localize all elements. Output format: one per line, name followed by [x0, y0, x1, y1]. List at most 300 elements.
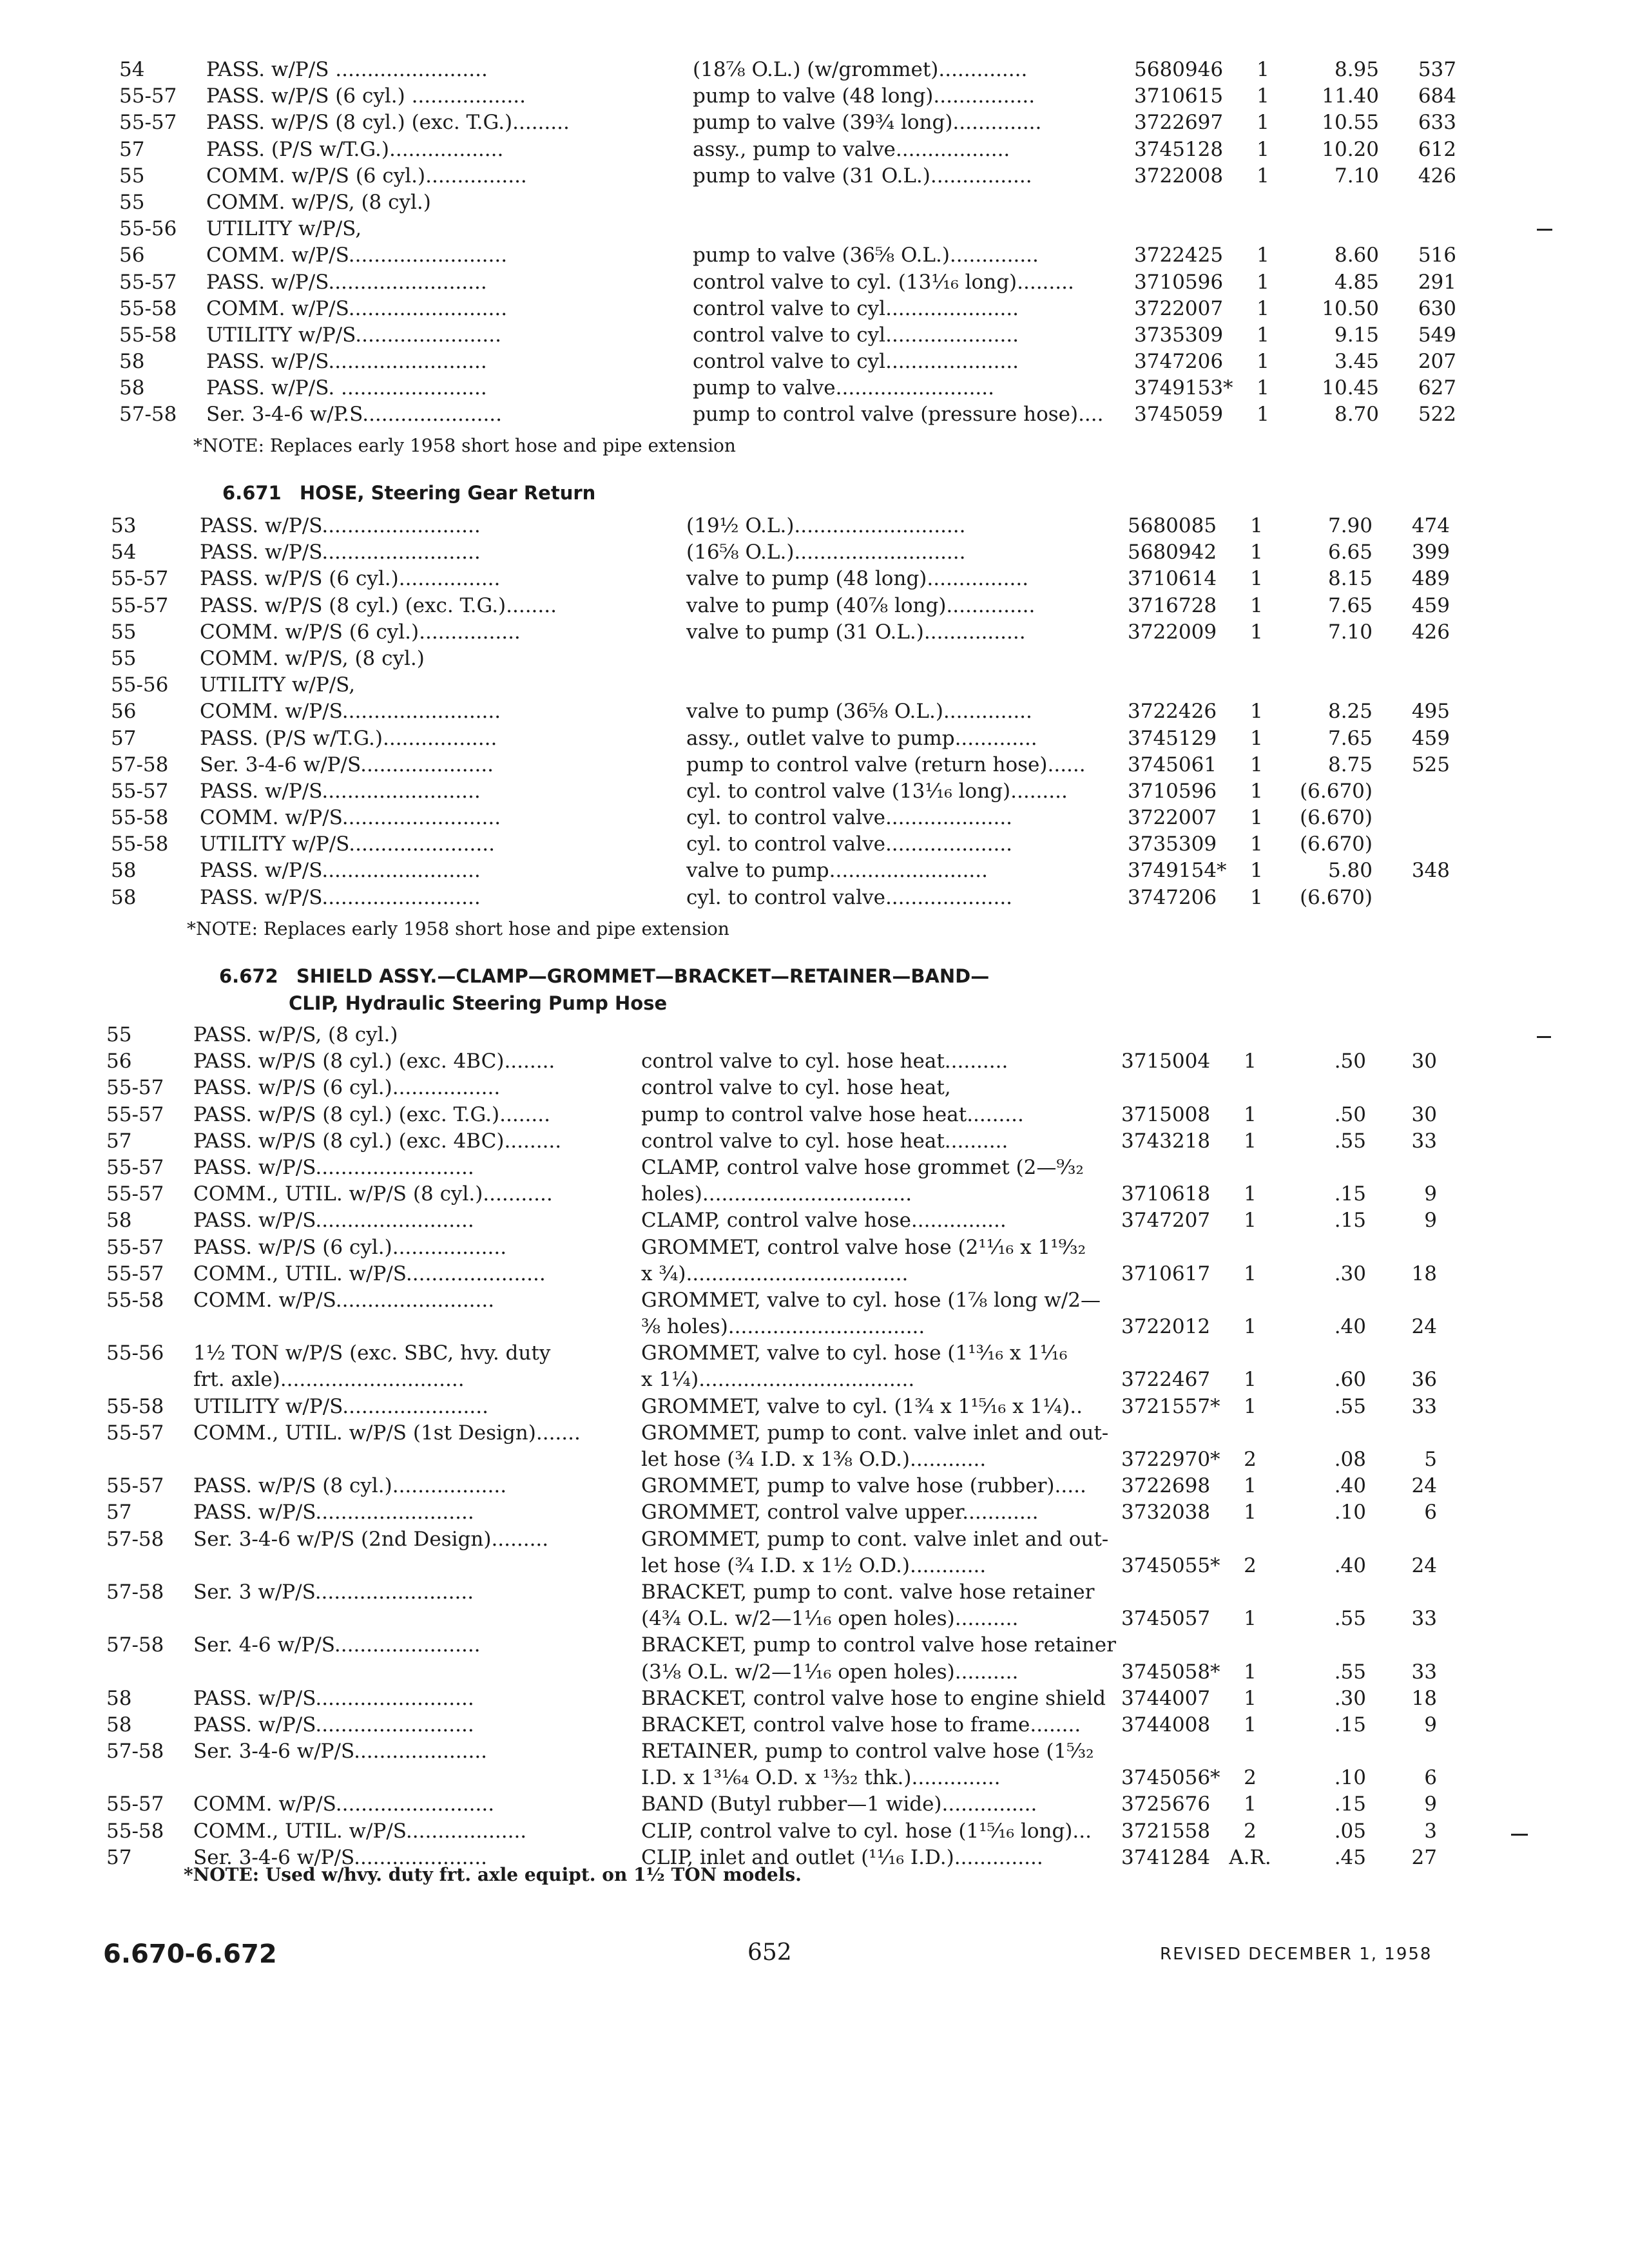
weight-cell: 9: [1424, 1792, 1437, 1816]
description-cell: let hose (¾ I.D. x 1½ O.D.)............: [641, 1553, 987, 1577]
price-cell: (6.670): [1300, 885, 1373, 909]
table-row: [0, 831, 1629, 858]
weight-cell: 627: [1418, 376, 1456, 400]
model-cell: PASS. w/P/S (6 cyl.).................: [193, 1076, 501, 1100]
description-cell: GROMMET, pump to cont. valve inlet and out-: [641, 1421, 1109, 1445]
model-cell: PASS. w/P/S.........................: [206, 350, 487, 374]
quantity-cell: A.R.: [1229, 1845, 1271, 1869]
description-cell: control valve to cyl.....................: [693, 350, 1019, 374]
part-number-cell: 3722012: [1121, 1315, 1211, 1339]
description-cell: GROMMET, valve to cyl. hose (1¹³⁄₁₆ x 1¹⁄₁₆: [641, 1341, 1068, 1365]
description-cell: control valve to cyl. (13¹⁄₁₆ long).........: [693, 270, 1074, 294]
year-cell: 55-58: [111, 832, 169, 856]
year-cell: 58: [119, 376, 145, 400]
year-cell: 55-58: [119, 296, 177, 320]
section-6671-note: [187, 915, 729, 943]
section-number: 6.671: [222, 482, 282, 504]
year-cell: 57-58: [106, 1580, 164, 1604]
price-cell: .50: [1334, 1102, 1366, 1126]
description-cell: pump to control valve hose heat.........: [641, 1102, 1024, 1126]
year-cell: 55-58: [111, 806, 169, 830]
weight-cell: 5: [1424, 1448, 1437, 1471]
part-number-cell: 3745129: [1128, 726, 1217, 750]
model-cell: COMM., UTIL. w/P/S...................: [193, 1819, 527, 1843]
weight-cell: 27: [1411, 1845, 1437, 1869]
description-cell: valve to pump (36⅝ O.L.)..............: [686, 700, 1032, 724]
part-number-cell: 3735309: [1134, 323, 1224, 347]
description-cell: cyl. to control valve....................: [686, 832, 1013, 856]
year-cell: 55-57: [106, 1474, 164, 1498]
note-text: *NOTE: Replaces early 1958 short hose and pipe extension: [187, 918, 729, 939]
model-cell: PASS. w/P/S (8 cyl.) (exc. T.G.).........: [206, 111, 570, 135]
description-cell: control valve to cyl. hose heat,: [641, 1076, 951, 1100]
price-cell: 8.15: [1327, 567, 1373, 591]
weight-cell: 459: [1411, 726, 1450, 750]
price-cell: .55: [1334, 1394, 1366, 1418]
weight-cell: 6: [1424, 1501, 1437, 1524]
part-number-cell: 3722467: [1121, 1368, 1211, 1392]
quantity-cell: 1: [1244, 1129, 1257, 1153]
model-cell: UTILITY w/P/S.......................: [193, 1394, 488, 1418]
part-number-cell: 3744008: [1121, 1713, 1211, 1736]
table-row: [0, 1791, 1629, 1818]
part-number-cell: 5680946: [1134, 58, 1224, 81]
section-6670-note: [193, 432, 736, 460]
part-number-cell: 3745055*: [1121, 1553, 1220, 1577]
page-number: 652: [747, 1939, 792, 1966]
description-cell: CLAMP, control valve hose...............: [641, 1209, 1007, 1233]
quantity-cell: 1: [1257, 164, 1269, 187]
weight-cell: 525: [1411, 753, 1450, 776]
price-cell: .15: [1334, 1713, 1366, 1736]
year-cell: 55-57: [106, 1262, 164, 1285]
quantity-cell: 1: [1257, 270, 1269, 294]
price-cell: .08: [1334, 1448, 1366, 1471]
price-cell: 8.60: [1334, 244, 1379, 267]
revised-date: REVISED DECEMBER 1, 1958: [1160, 1945, 1432, 1964]
part-number-cell: 3710617: [1121, 1262, 1211, 1285]
part-number-cell: 3722426: [1128, 700, 1217, 724]
price-cell: 7.65: [1327, 593, 1373, 617]
model-cell: PASS. (P/S w/T.G.)..................: [206, 137, 504, 161]
description-cell: control valve to cyl.....................: [693, 323, 1019, 347]
year-cell: 56: [106, 1050, 132, 1073]
table-row: [0, 1420, 1629, 1446]
table-row: [0, 805, 1629, 831]
section-title-line2: CLIP, Hydraulic Steering Pump Hose: [289, 992, 668, 1014]
description-cell: valve to pump (48 long)................: [686, 567, 1029, 591]
part-number-cell: 3745058*: [1121, 1660, 1220, 1684]
part-number-cell: 3745059: [1134, 403, 1224, 427]
quantity-cell: 1: [1257, 111, 1269, 135]
description-cell: cyl. to control valve (13¹⁄₁₆ long).........: [686, 779, 1068, 803]
year-cell: 56: [111, 700, 137, 724]
part-number-cell: 3722425: [1134, 244, 1224, 267]
year-cell: 55-58: [106, 1288, 164, 1312]
year-cell: 55-56: [106, 1341, 164, 1365]
year-cell: 55-57: [119, 84, 177, 108]
weight-cell: 24: [1411, 1315, 1437, 1339]
margin-mark: [1511, 1834, 1528, 1836]
part-number-cell: 3722698: [1121, 1474, 1211, 1498]
weight-cell: 612: [1418, 137, 1456, 161]
model-cell: COMM. w/P/S.........................: [200, 806, 501, 830]
quantity-cell: 1: [1244, 1102, 1257, 1126]
weight-cell: 6: [1424, 1766, 1437, 1790]
year-cell: 55-57: [106, 1421, 164, 1445]
weight-cell: 495: [1411, 700, 1450, 724]
quantity-cell: 1: [1244, 1607, 1257, 1631]
price-cell: (6.670): [1300, 832, 1373, 856]
description-cell: cyl. to control valve....................: [686, 806, 1013, 830]
price-cell: .45: [1334, 1845, 1366, 1869]
price-cell: .15: [1334, 1209, 1366, 1233]
price-cell: 10.50: [1322, 296, 1379, 320]
section-6671: [0, 513, 1629, 911]
year-cell: 55-57: [111, 567, 169, 591]
model-cell: PASS. w/P/S (6 cyl.)................: [200, 567, 501, 591]
description-cell: GROMMET, valve to cyl. hose (1⅞ long w/2—: [641, 1288, 1101, 1312]
price-cell: .40: [1334, 1315, 1366, 1339]
table-row: [0, 539, 1629, 566]
price-cell: 7.10: [1334, 164, 1379, 187]
model-cell: Ser. 3 w/P/S.........................: [193, 1580, 474, 1604]
quantity-cell: 1: [1244, 1713, 1257, 1736]
model-cell: COMM. w/P/S (6 cyl.)................: [200, 620, 521, 644]
table-row: [0, 1765, 1629, 1791]
table-row: [0, 137, 1629, 163]
weight-cell: 33: [1411, 1394, 1437, 1418]
year-cell: 57: [119, 137, 145, 161]
quantity-cell: 1: [1250, 806, 1263, 830]
year-cell: 55-57: [111, 779, 169, 803]
year-cell: 57-58: [111, 753, 169, 776]
table-row: [0, 375, 1629, 401]
part-number-cell: 3749154*: [1128, 859, 1227, 883]
table-row: [0, 593, 1629, 619]
model-cell: PASS. w/P/S.........................: [200, 859, 481, 883]
weight-cell: 474: [1411, 514, 1450, 537]
weight-cell: 36: [1411, 1368, 1437, 1392]
table-row: [0, 646, 1629, 672]
part-number-cell: 3721557*: [1121, 1394, 1220, 1418]
description-cell: pump to control valve (return hose)......: [686, 753, 1086, 776]
weight-cell: 24: [1411, 1553, 1437, 1577]
year-cell: 57: [106, 1501, 132, 1524]
price-cell: .40: [1334, 1553, 1366, 1577]
price-cell: .15: [1334, 1792, 1366, 1816]
part-number-cell: 3749153*: [1134, 376, 1233, 400]
description-cell: BRACKET, pump to control valve hose retainer: [641, 1633, 1116, 1657]
model-cell: PASS. w/P/S, (8 cyl.): [193, 1023, 398, 1046]
model-cell: PASS. w/P/S (8 cyl.) (exc. T.G.)........: [200, 593, 557, 617]
model-cell: UTILITY w/P/S,: [200, 673, 356, 697]
weight-cell: 348: [1411, 859, 1450, 883]
year-cell: 58: [106, 1686, 132, 1710]
quantity-cell: 1: [1257, 244, 1269, 267]
year-cell: 55-57: [119, 270, 177, 294]
price-cell: 8.25: [1327, 700, 1373, 724]
description-cell: control valve to cyl. hose heat..........: [641, 1050, 1008, 1073]
year-cell: 58: [106, 1209, 132, 1233]
quantity-cell: 1: [1250, 753, 1263, 776]
price-cell: .10: [1334, 1501, 1366, 1524]
weight-cell: 3: [1424, 1819, 1437, 1843]
part-number-cell: 3710618: [1121, 1182, 1211, 1206]
section-title: HOSE, Steering Gear Return: [299, 482, 596, 504]
year-cell: 58: [111, 859, 137, 883]
margin-mark: [1537, 1036, 1551, 1038]
quantity-cell: 1: [1244, 1050, 1257, 1073]
section-6671-heading: [222, 479, 595, 506]
model-cell: Ser. 3-4-6 w/P/S.....................: [193, 1740, 488, 1763]
table-row: [0, 242, 1629, 269]
description-cell: (19½ O.L.)...........................: [686, 514, 966, 537]
year-cell: 54: [111, 541, 137, 564]
price-cell: .55: [1334, 1607, 1366, 1631]
quantity-cell: 1: [1244, 1315, 1257, 1339]
table-row: [0, 1075, 1629, 1101]
description-cell: BAND (Butyl rubber—1 wide)...............: [641, 1792, 1037, 1816]
weight-cell: 30: [1411, 1102, 1437, 1126]
part-number-cell: 3715004: [1121, 1050, 1211, 1073]
weight-cell: 489: [1411, 567, 1450, 591]
price-cell: 9.15: [1334, 323, 1379, 347]
description-cell: BRACKET, pump to cont. valve hose retainer: [641, 1580, 1095, 1604]
description-cell: GROMMET, pump to valve hose (rubber).....: [641, 1474, 1086, 1498]
table-row: [0, 1394, 1629, 1420]
weight-cell: 537: [1418, 58, 1456, 81]
quantity-cell: 1: [1244, 1209, 1257, 1233]
model-cell: PASS. w/P/S.........................: [193, 1155, 474, 1179]
quantity-cell: 1: [1250, 620, 1263, 644]
weight-cell: 24: [1411, 1474, 1437, 1498]
table-row: [0, 1579, 1629, 1606]
year-cell: 55-57: [111, 593, 169, 617]
description-cell: valve to pump.........................: [686, 859, 988, 883]
quantity-cell: 1: [1244, 1182, 1257, 1206]
model-cell: PASS. w/P/S.........................: [206, 270, 487, 294]
part-number-cell: 3722007: [1134, 296, 1224, 320]
weight-cell: 207: [1418, 350, 1456, 374]
part-number-cell: 3745057: [1121, 1607, 1211, 1631]
description-cell: BRACKET, control valve hose to frame........: [641, 1713, 1081, 1736]
year-cell: 55-57: [106, 1102, 164, 1126]
table-row: [0, 189, 1629, 216]
price-cell: 8.75: [1327, 753, 1373, 776]
table-row: [0, 1499, 1629, 1526]
description-cell: cyl. to control valve....................: [686, 885, 1013, 909]
model-cell: Ser. 3-4-6 w/P/S (2nd Design).........: [193, 1527, 549, 1551]
description-cell: control valve to cyl. hose heat..........: [641, 1129, 1008, 1153]
description-cell: RETAINER, pump to control valve hose (1⁵⁄₃₂: [641, 1740, 1094, 1763]
quantity-cell: 1: [1257, 323, 1269, 347]
table-row: [0, 57, 1629, 83]
price-cell: .60: [1334, 1368, 1366, 1392]
table-row: [0, 1632, 1629, 1658]
description-cell: valve to pump (31 O.L.)................: [686, 620, 1026, 644]
model-cell: PASS. w/P/S (8 cyl.) (exc. T.G.)........: [193, 1102, 550, 1126]
table-row: [0, 1102, 1629, 1128]
year-cell: 57: [111, 726, 137, 750]
quantity-cell: 1: [1250, 541, 1263, 564]
weight-cell: 459: [1411, 593, 1450, 617]
year-cell: 55-57: [106, 1155, 164, 1179]
description-cell: x ¾)...................................: [641, 1262, 909, 1285]
model-cell: PASS. w/P/S (6 cyl.)..................: [193, 1235, 507, 1259]
part-number-cell: 3747206: [1128, 885, 1217, 909]
table-row: [0, 1712, 1629, 1738]
part-number-cell: 3744007: [1121, 1686, 1211, 1710]
model-cell: Ser. 3-4-6 w/P/S.....................: [200, 753, 494, 776]
model-cell: 1½ TON w/P/S (exc. SBC, hvy. duty: [193, 1341, 551, 1365]
year-cell: 55-56: [111, 673, 169, 697]
description-cell: valve to pump (40⅞ long)..............: [686, 593, 1036, 617]
section-number: 6.672: [219, 965, 278, 987]
quantity-cell: 1: [1257, 58, 1269, 81]
section-6672-note: [184, 1861, 802, 1889]
section-6670: [0, 57, 1629, 428]
model-cell: Ser. 3-4-6 w/P/S.....................: [193, 1845, 488, 1869]
year-cell: 55-57: [106, 1182, 164, 1206]
year-cell: 54: [119, 58, 145, 81]
price-cell: 7.65: [1327, 726, 1373, 750]
table-row: [0, 1048, 1629, 1075]
year-cell: 55: [111, 620, 137, 644]
weight-cell: 549: [1418, 323, 1456, 347]
section-title-line1: SHIELD ASSY.—CLAMP—GROMMET—BRACKET—RETAINER—BAND—: [296, 965, 990, 987]
model-cell: PASS. w/P/S. .......................: [206, 376, 487, 400]
quantity-cell: 1: [1250, 859, 1263, 883]
part-number-cell: 3745061: [1128, 753, 1217, 776]
part-number-cell: 3745128: [1134, 137, 1224, 161]
description-cell: holes).................................: [641, 1182, 912, 1206]
table-row: [0, 1686, 1629, 1712]
model-cell: COMM. w/P/S (6 cyl.)................: [206, 164, 527, 187]
quantity-cell: 2: [1244, 1553, 1257, 1577]
quantity-cell: 1: [1257, 350, 1269, 374]
quantity-cell: 1: [1257, 376, 1269, 400]
weight-cell: 33: [1411, 1129, 1437, 1153]
part-number-cell: 3725676: [1121, 1792, 1211, 1816]
table-row: [0, 513, 1629, 539]
description-cell: (16⅝ O.L.)...........................: [686, 541, 966, 564]
description-cell: I.D. x 1³¹⁄₆₄ O.D. x ¹³⁄₃₂ thk.)..............: [641, 1766, 1001, 1790]
quantity-cell: 1: [1244, 1501, 1257, 1524]
part-number-cell: 3715008: [1121, 1102, 1211, 1126]
model-cell: PASS. w/P/S.........................: [193, 1501, 474, 1524]
quantity-cell: 1: [1257, 137, 1269, 161]
quantity-cell: 1: [1250, 726, 1263, 750]
part-number-cell: 3722007: [1128, 806, 1217, 830]
model-cell: PASS. w/P/S (8 cyl.) (exc. 4BC).........: [193, 1129, 562, 1153]
description-cell: control valve to cyl.....................: [693, 296, 1019, 320]
price-cell: 7.90: [1327, 514, 1373, 537]
price-cell: (6.670): [1300, 806, 1373, 830]
model-cell: COMM., UTIL. w/P/S......................: [193, 1262, 546, 1285]
note-text: *NOTE: Used w/hvy. duty frt. axle equipt. on 1½ TON models.: [184, 1864, 802, 1885]
year-cell: 55-57: [119, 111, 177, 135]
year-cell: 56: [119, 244, 145, 267]
table-row: [0, 163, 1629, 189]
weight-cell: 633: [1418, 111, 1456, 135]
weight-cell: 426: [1411, 620, 1450, 644]
section-6672: [0, 1022, 1629, 1871]
year-cell: 57-58: [106, 1740, 164, 1763]
table-row: [0, 1128, 1629, 1155]
price-cell: .55: [1334, 1129, 1366, 1153]
description-cell: pump to valve (39¾ long)..............: [693, 111, 1042, 135]
table-row: [0, 1261, 1629, 1287]
model-cell: PASS. w/P/S.........................: [200, 541, 481, 564]
model-cell: COMM. w/P/S.........................: [193, 1288, 495, 1312]
description-cell: GROMMET, control valve hose (2¹¹⁄₁₆ x 1¹⁹⁄₃₂: [641, 1235, 1086, 1259]
quantity-cell: 1: [1250, 514, 1263, 537]
price-cell: 10.20: [1322, 137, 1379, 161]
part-number-cell: 5680942: [1128, 541, 1217, 564]
part-number-cell: 3741284: [1121, 1845, 1211, 1869]
price-cell: .10: [1334, 1766, 1366, 1790]
description-cell: pump to control valve (pressure hose)....: [693, 403, 1104, 427]
table-row: [0, 349, 1629, 375]
year-cell: 57: [106, 1129, 132, 1153]
model-cell: PASS. w/P/S (8 cyl.)..................: [193, 1474, 507, 1498]
description-cell: GROMMET, valve to cyl. (1¾ x 1¹⁵⁄₁₆ x 1¼)..: [641, 1394, 1083, 1418]
table-row: [0, 110, 1629, 136]
year-cell: 58: [111, 885, 137, 909]
part-number-cell: 5680085: [1128, 514, 1217, 537]
description-cell: (3⅛ O.L. w/2—1¹⁄₁₆ open holes)..........: [641, 1660, 1019, 1684]
model-cell: PASS. w/P/S ........................: [206, 58, 488, 81]
table-row: [0, 269, 1629, 296]
weight-cell: 684: [1418, 84, 1456, 108]
year-cell: 57-58: [106, 1527, 164, 1551]
description-cell: pump to valve (36⅝ O.L.)..............: [693, 244, 1039, 267]
table-row: [0, 672, 1629, 698]
footer-section-range: 6.670-6.672: [103, 1939, 277, 1969]
part-number-cell: 3710596: [1128, 779, 1217, 803]
quantity-cell: 1: [1250, 779, 1263, 803]
model-cell: COMM. w/P/S.........................: [206, 244, 508, 267]
table-row: [0, 1181, 1629, 1207]
part-number-cell: 3710614: [1128, 567, 1217, 591]
table-row: [0, 1022, 1629, 1048]
part-number-cell: 3721558: [1121, 1819, 1211, 1843]
year-cell: 55-56: [119, 217, 177, 241]
table-row: [0, 566, 1629, 592]
description-cell: CLIP, inlet and outlet (¹¹⁄₁₆ I.D.)..............: [641, 1845, 1043, 1869]
table-row: [0, 1659, 1629, 1686]
model-cell: PASS. w/P/S (8 cyl.) (exc. 4BC)........: [193, 1050, 555, 1073]
year-cell: 53: [111, 514, 137, 537]
part-number-cell: 3710615: [1134, 84, 1224, 108]
quantity-cell: 2: [1244, 1819, 1257, 1843]
quantity-cell: 1: [1250, 832, 1263, 856]
price-cell: 8.70: [1334, 403, 1379, 427]
table-row: [0, 726, 1629, 752]
model-cell: PASS. w/P/S.........................: [200, 779, 481, 803]
table-row: [0, 1473, 1629, 1499]
price-cell: .40: [1334, 1474, 1366, 1498]
table-row: [0, 1526, 1629, 1553]
quantity-cell: 1: [1250, 885, 1263, 909]
model-cell: Ser. 3-4-6 w/P.S......................: [206, 403, 503, 427]
quantity-cell: 2: [1244, 1448, 1257, 1471]
part-number-cell: 3722009: [1128, 620, 1217, 644]
table-row: [0, 1314, 1629, 1340]
year-cell: 55-57: [106, 1235, 164, 1259]
section-6672-heading: [219, 963, 989, 1017]
